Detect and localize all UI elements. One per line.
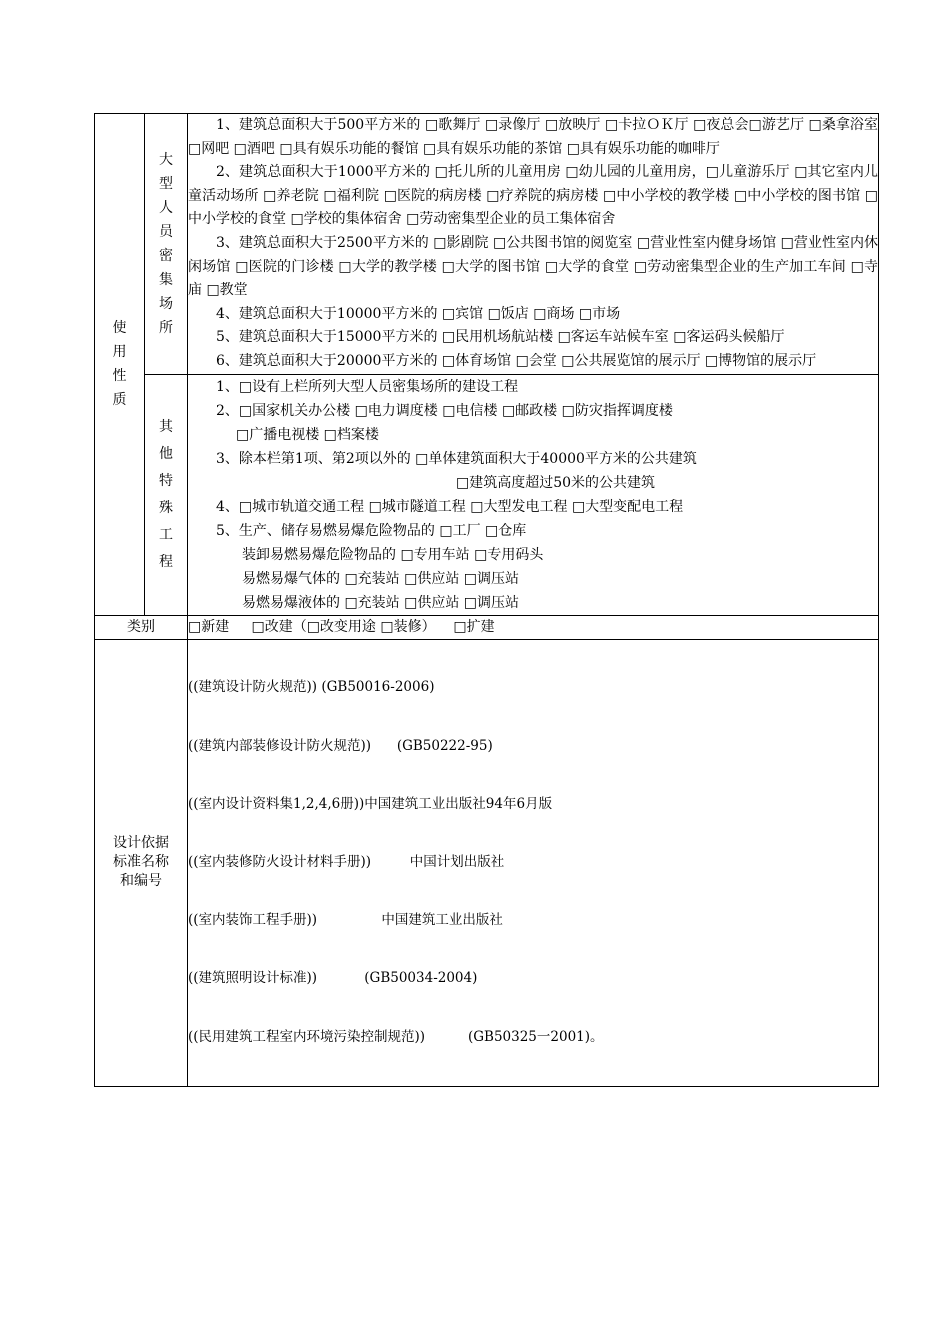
crowded-item-3: 3、建筑总面积大于2500平方米的 □影剧院 □公共图书馆的阅览室 □营业性室内健身场馆 □营业性室内休闲场馆 □医院的门诊楼 □大学的教学楼 □大学的图书馆 □大学的食堂 □劳动密集型企业的生产加工车间 □寺庙 □教堂 xyxy=(188,234,878,299)
special-projects-row xyxy=(95,374,879,615)
basis-standard: ((室内装修防火设计材料手册)) 中国计划出版社 xyxy=(188,854,505,870)
crowded-label-char: 大 xyxy=(159,151,173,168)
usage-label-char: 用 xyxy=(112,344,127,361)
special-item-2-cont: □广播电视楼 □档案楼 xyxy=(236,426,379,443)
usage-label-cell xyxy=(95,114,145,616)
special-label-char: 殊 xyxy=(159,499,173,516)
crowded-item-4: 4、建筑总面积大于10000平方米的 □宾馆 □饭店 □商场 □市场 xyxy=(216,305,621,322)
category-row xyxy=(95,615,879,639)
usage-label-char: 使 xyxy=(112,320,127,337)
special-item-2: 2、□国家机关办公楼 □电力调度楼 □电信楼 □邮政楼 □防灾指挥调度楼 xyxy=(216,402,673,419)
special-item-4: 4、□城市轨道交通工程 □城市隧道工程 □大型发电工程 □大型变配电工程 xyxy=(216,498,684,515)
basis-standard: ((民用建筑工程室内环境污染控制规范)) (GB50325一2001)。 xyxy=(188,1028,604,1045)
crowded-item-5: 5、建筑总面积大于15000平方米的 □民用机场航站楼 □客运车站候车室 □客运码头候船厅 xyxy=(216,329,785,346)
basis-content-cell xyxy=(188,639,879,1086)
special-item-5: 5、生产、储存易燃易爆危险物品的 □工厂 □仓库 xyxy=(216,522,527,539)
basis-standard: ((建筑内部装修设计防火规范)) (GB50222-95) xyxy=(188,737,493,754)
basis-label-cell xyxy=(95,639,188,1086)
special-label-char: 他 xyxy=(159,445,173,462)
crowded-label-char: 员 xyxy=(159,223,173,240)
crowded-label-char: 集 xyxy=(159,271,173,288)
basis-standard: ((室内装饰工程手册)) 中国建筑工业出版社 xyxy=(188,912,503,929)
special-item-1: 1、□设有上栏所列大型人员密集场所的建设工程 xyxy=(216,378,519,395)
special-label-char: 其 xyxy=(159,418,173,435)
crowded-label-char: 场 xyxy=(159,295,173,312)
basis-standard: ((室内设计资料集1,2,4,6册))中国建筑工业出版社94年6月版 xyxy=(188,795,553,812)
crowded-label-char: 密 xyxy=(159,247,173,264)
project-info-table xyxy=(94,113,879,1087)
category-options: □新建 □改建（□改变用途 □装修） □扩建 xyxy=(188,615,879,639)
crowded-label-char: 人 xyxy=(159,199,173,216)
crowded-label-cell xyxy=(145,114,188,375)
special-content-cell xyxy=(188,374,879,615)
special-item-5-cont: 易燃易爆气体的 □充装站 □供应站 □调压站 xyxy=(242,570,520,587)
basis-label-line: 标准名称 xyxy=(113,854,169,871)
basis-label-line: 设计依据 xyxy=(113,835,169,852)
basis-row xyxy=(95,639,879,1086)
basis-standard: ((建筑照明设计标准)) (GB50034-2004) xyxy=(188,970,478,987)
basis-standard: ((建筑设计防火规范)) (GB50016-2006) xyxy=(188,679,435,696)
crowded-item-2: 2、建筑总面积大于1000平方米的 □托儿所的儿童用房 □幼儿园的儿童用房，□儿童游乐厅 □其它室内儿童活动场所 □养老院 □福利院 □医院的病房楼 □疗养院的病房楼 □中小学校的教学楼 □中小学校的图书馆 □中小学校的食堂 □学校的集体宿舍 □劳动密集型企业的员工集体宿舍 xyxy=(188,164,878,228)
crowded-places-row xyxy=(95,114,879,375)
special-label-char: 特 xyxy=(159,472,173,489)
usage-label-char: 质 xyxy=(112,392,127,409)
special-item-3-cont: □建筑高度超过50米的公共建筑 xyxy=(456,474,656,491)
crowded-item-1: 1、建筑总面积大于500平方米的 □歌舞厅 □录像厅 □放映厅 □卡拉ＯＫ厅 □夜总会□游艺厅 □桑拿浴室 □网吧 □酒吧 □具有娱乐功能的餐馆 □具有娱乐功能的茶馆 □具有娱乐功能的咖啡厅 xyxy=(188,117,878,157)
basis-label-line: 和编号 xyxy=(120,873,162,890)
special-item-5-cont: 装卸易燃易爆危险物品的 □专用车站 □专用码头 xyxy=(242,546,544,563)
special-item-3: 3、除本栏第1项、第2项以外的 □单体建筑面积大于40000平方米的公共建筑 xyxy=(216,450,697,467)
crowded-content-cell xyxy=(188,114,879,375)
crowded-item-6: 6、建筑总面积大于20000平方米的 □体育场馆 □会堂 □公共展览馆的展示厅 □博物馆的展示厅 xyxy=(216,352,817,369)
usage-label-char: 性 xyxy=(112,368,127,385)
special-label-char: 工 xyxy=(159,526,173,543)
crowded-label-char: 所 xyxy=(159,319,173,336)
special-label-cell xyxy=(145,374,188,615)
crowded-label-char: 型 xyxy=(159,175,173,192)
category-label: 类别 xyxy=(95,615,188,639)
special-label-char: 程 xyxy=(159,553,173,570)
special-item-5-cont: 易燃易爆液体的 □充装站 □供应站 □调压站 xyxy=(242,594,520,611)
